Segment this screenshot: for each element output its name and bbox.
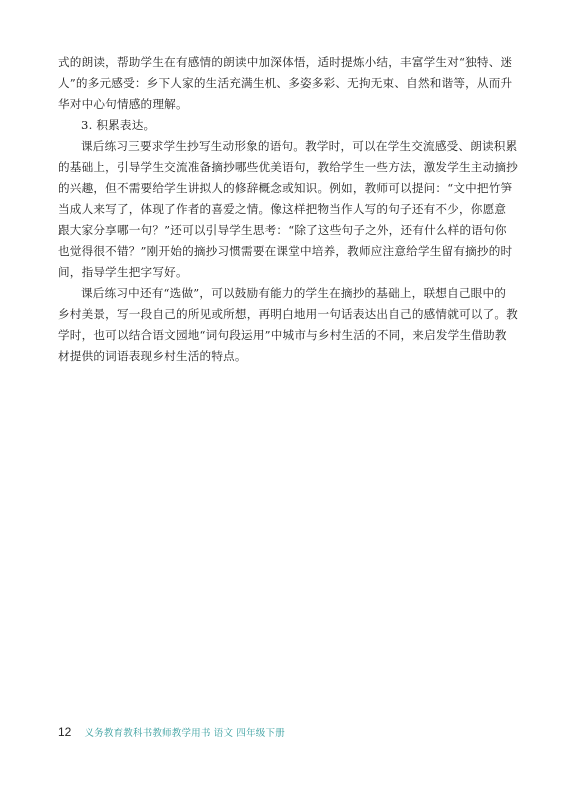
paragraph-line: 的基础上，引导学生交流准备摘抄哪些优美语句，教给学生一些方法，激发学生主动摘抄 <box>58 160 518 174</box>
paragraph-line: 学时，也可以结合语文园地“词句段运用”中城市与乡村生活的不同，来启发学生借助教 <box>58 328 507 342</box>
paragraph-line: 材提供的词语表现乡村生活的特点。 <box>58 349 247 363</box>
paragraph-line: 式的朗读，帮助学生在有感情的朗读中加深体悟，适时提炼小结，丰富学生对“独特、迷 <box>58 55 513 69</box>
page-body <box>58 52 518 367</box>
paragraph-line: 也觉得很不错？”刚开始的摘抄习惯需要在课堂中培养，教师应注意给学生留有摘抄的时 <box>58 244 513 258</box>
page-number: 12 <box>58 725 72 739</box>
page-footer <box>58 721 285 737</box>
section-heading: 3. 积累表达。 <box>81 118 156 132</box>
paragraph-line: 华对中心句情感的理解。 <box>58 97 188 111</box>
paragraph-line: 课后练习三要求学生抄写生动形象的语句。教学时，可以在学生交流感受、朗读积累 <box>81 139 518 153</box>
paragraph-line: 跟大家分享哪一句？”还可以引导学生思考：“除了这些句子之外，还有什么样的语句你 <box>58 223 507 237</box>
paragraph-line: 的兴趣，但不需要给学生讲拟人的修辞概念或知识。例如，教师可以提问：“文中把竹笋 <box>58 181 513 195</box>
paragraph-line: 课后练习中还有“选做”，可以鼓励有能力的学生在摘抄的基础上，联想自己眼中的 <box>81 286 507 300</box>
paragraph-line: 当成人来写了，体现了作者的喜爱之情。像这样把物当作人写的句子还有不少，你愿意 <box>58 202 507 216</box>
paragraph-line: 间，指导学生把字写好。 <box>58 265 188 279</box>
book-title: 义务教育教科书教师教学用书 语文 四年级下册 <box>84 728 285 739</box>
paragraph-line: 人”的多元感受：乡下人家的生活充满生机、多姿多彩、无拘无束、自然和谐等，从而升 <box>58 76 513 90</box>
paragraph-line: 乡村美景，写一段自己的所见或所想，再明白地用一句话表达出自己的感情就可以了。教 <box>58 307 518 321</box>
